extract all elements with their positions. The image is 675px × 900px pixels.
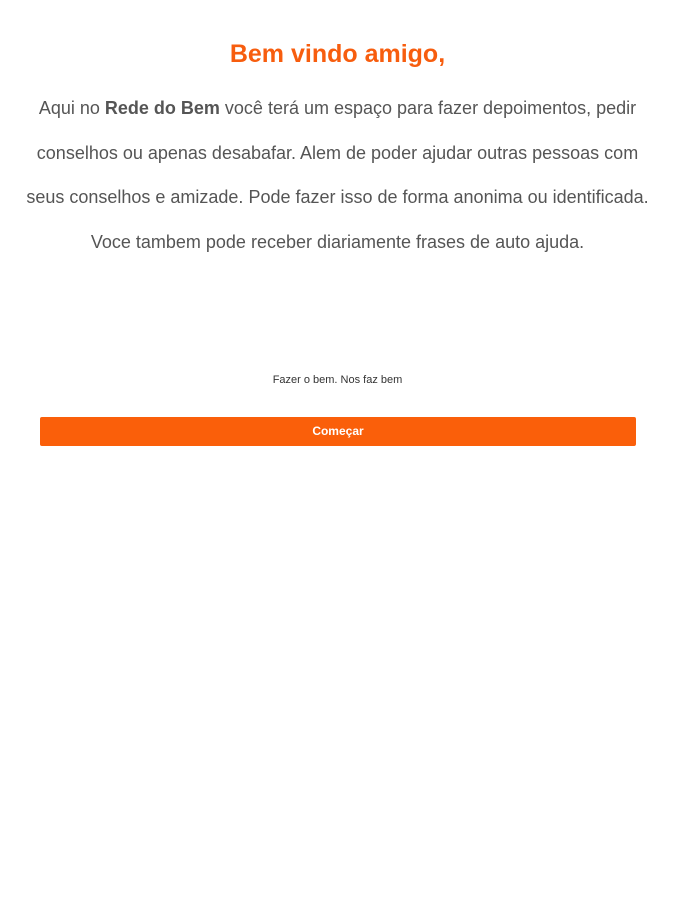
- brand-name: Rede do Bem: [104, 98, 220, 118]
- intro-suffix: você terá um espaço para fazer depoimentos, pedir conselhos ou apenas desabafar. Alem de poder ajudar outras pessoas com seus conselhos e amizade. Pode fazer isso de forma anonima ou identificada. Voce tambem pode receber diariamente frases de auto ajuda.: [26, 98, 649, 252]
- welcome-title: Bem vindo amigo,: [229, 40, 446, 68]
- start-button[interactable]: Começar: [40, 417, 636, 446]
- intro-prefix: Aqui no: [38, 98, 105, 118]
- welcome-intro: [24, 86, 651, 264]
- tagline: Fazer o bem. Nos faz bem: [272, 374, 403, 386]
